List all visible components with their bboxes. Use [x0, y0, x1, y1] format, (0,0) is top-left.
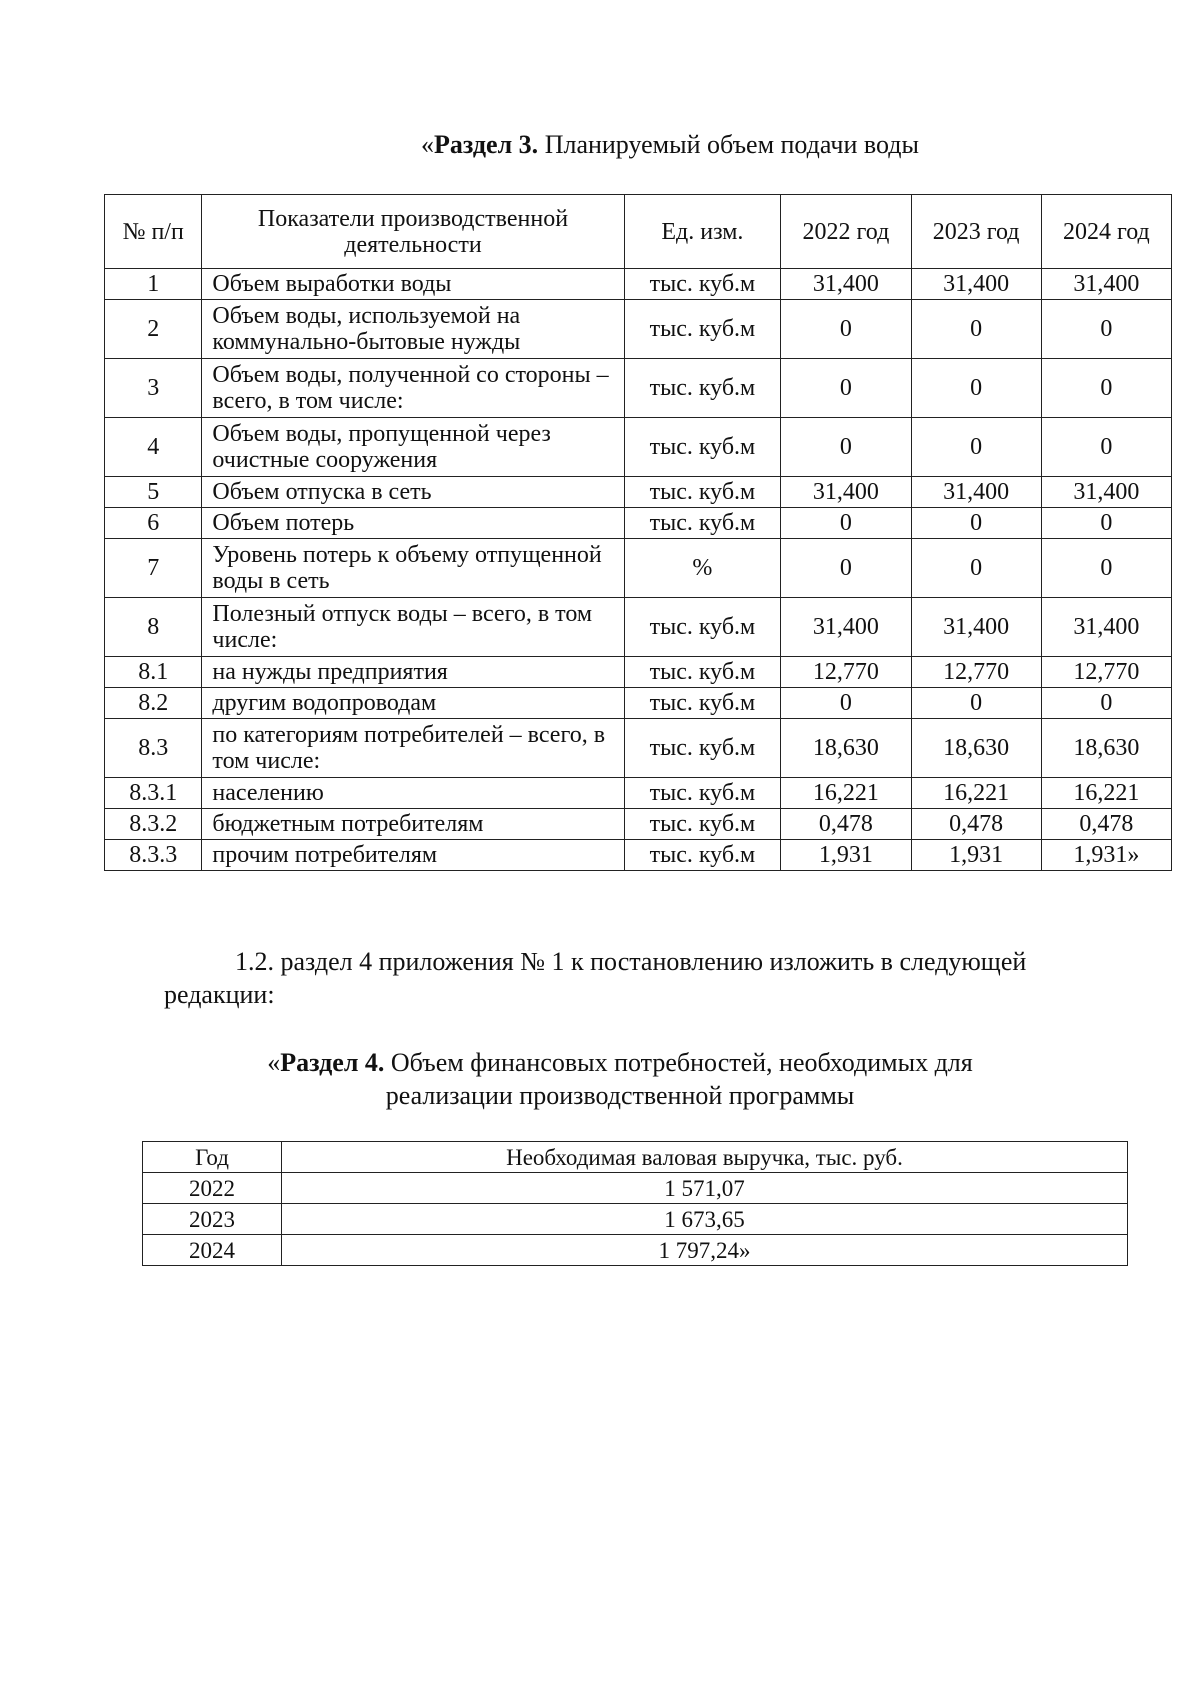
cell-2023: 0: [911, 508, 1041, 539]
cell-2023: 16,221: [911, 778, 1041, 809]
table-row: [105, 359, 1172, 418]
cell-num: 5: [105, 477, 202, 508]
cell-num: 6: [105, 508, 202, 539]
cell-num: 4: [105, 418, 202, 477]
cell-2022: 16,221: [781, 778, 911, 809]
cell-2022: 0: [781, 359, 911, 418]
cell-revenue: 1 571,07: [282, 1173, 1128, 1204]
cell-2024: 31,400: [1041, 269, 1171, 300]
cell-num: 8.2: [105, 688, 202, 719]
cell-2022: 12,770: [781, 657, 911, 688]
col-header-indicator: Показатели производственной деятельности: [202, 195, 624, 269]
cell-2022: 0: [781, 688, 911, 719]
cell-unit: тыс. куб.м: [624, 477, 781, 508]
cell-2023: 31,400: [911, 598, 1041, 657]
cell-unit: тыс. куб.м: [624, 657, 781, 688]
cell-2023: 0: [911, 539, 1041, 598]
cell-2022: 18,630: [781, 719, 911, 778]
cell-indicator: населению: [202, 778, 624, 809]
cell-2024: 0: [1041, 418, 1171, 477]
table-row: [105, 657, 1172, 688]
cell-2024: 0: [1041, 508, 1171, 539]
cell-unit: тыс. куб.м: [624, 719, 781, 778]
cell-indicator: Объем потерь: [202, 508, 624, 539]
cell-indicator: Объем воды, пропущенной через очистные сооружения: [202, 418, 624, 477]
cell-2022: 0: [781, 508, 911, 539]
cell-2023: 0: [911, 359, 1041, 418]
cell-unit: тыс. куб.м: [624, 840, 781, 871]
cell-unit: тыс. куб.м: [624, 809, 781, 840]
col-header-2022: 2022 год: [781, 195, 911, 269]
col-header-2024: 2024 год: [1041, 195, 1171, 269]
table-row: [105, 269, 1172, 300]
section-4-title-rest: Объем финансовых потребностей, необходимых для: [384, 1048, 973, 1077]
section-4-heading-line-2: реализации производственной программы: [385, 1081, 855, 1110]
cell-2022: 0: [781, 300, 911, 359]
cell-2024: 0: [1041, 539, 1171, 598]
cell-year: 2023: [143, 1204, 282, 1235]
cell-indicator: Объем выработки воды: [202, 269, 624, 300]
cell-num: 8.3.3: [105, 840, 202, 871]
cell-2023: 1,931: [911, 840, 1041, 871]
cell-2024: 12,770: [1041, 657, 1171, 688]
table-row: [105, 477, 1172, 508]
cell-2022: 31,400: [781, 269, 911, 300]
cell-2023: 0: [911, 688, 1041, 719]
cell-unit: тыс. куб.м: [624, 269, 781, 300]
financial-needs-table: [142, 1141, 1128, 1266]
cell-unit: тыс. куб.м: [624, 688, 781, 719]
table-row: [105, 778, 1172, 809]
cell-revenue: 1 673,65: [282, 1204, 1128, 1235]
cell-2024: 16,221: [1041, 778, 1171, 809]
cell-unit: тыс. куб.м: [624, 778, 781, 809]
cell-2022: 31,400: [781, 477, 911, 508]
col-header-year: Год: [143, 1142, 282, 1173]
cell-2022: 31,400: [781, 598, 911, 657]
cell-indicator: Объем воды, полученной со стороны – всего, в том числе:: [202, 359, 624, 418]
cell-2022: 0: [781, 418, 911, 477]
cell-2022: 0,478: [781, 809, 911, 840]
table-row: [105, 719, 1172, 778]
table-row: [143, 1235, 1128, 1266]
col-header-unit: Ед. изм.: [624, 195, 781, 269]
cell-2023: 0: [911, 418, 1041, 477]
cell-num: 1: [105, 269, 202, 300]
cell-2023: 12,770: [911, 657, 1041, 688]
table-row: [143, 1204, 1128, 1235]
paragraph-line-2: редакции:: [164, 980, 275, 1009]
section-3-heading: [0, 129, 1200, 161]
open-quote: «: [267, 1048, 281, 1077]
cell-indicator: на нужды предприятия: [202, 657, 624, 688]
table-row: [105, 508, 1172, 539]
cell-unit: тыс. куб.м: [624, 300, 781, 359]
cell-unit: тыс. куб.м: [624, 508, 781, 539]
cell-num: 3: [105, 359, 202, 418]
section-4-heading: [0, 1047, 1200, 1079]
cell-2023: 18,630: [911, 719, 1041, 778]
cell-unit: тыс. куб.м: [624, 359, 781, 418]
cell-unit: %: [624, 539, 781, 598]
cell-unit: тыс. куб.м: [624, 418, 781, 477]
cell-indicator: прочим потребителям: [202, 840, 624, 871]
col-header-revenue: Необходимая валовая выручка, тыс. руб.: [282, 1142, 1128, 1173]
cell-indicator: другим водопроводам: [202, 688, 624, 719]
cell-2024: 1,931»: [1041, 840, 1171, 871]
table-row: [105, 598, 1172, 657]
cell-num: 8.3.2: [105, 809, 202, 840]
cell-num: 8.3: [105, 719, 202, 778]
cell-indicator: Объем воды, используемой на коммунально-бытовые нужды: [202, 300, 624, 359]
table-header-row: [105, 195, 1172, 269]
table-row: [105, 418, 1172, 477]
cell-num: 8: [105, 598, 202, 657]
table-row: [105, 840, 1172, 871]
cell-2024: 0: [1041, 359, 1171, 418]
col-header-num: № п/п: [105, 195, 202, 269]
cell-num: 2: [105, 300, 202, 359]
table-row: [105, 300, 1172, 359]
col-header-2023: 2023 год: [911, 195, 1041, 269]
cell-2023: 31,400: [911, 269, 1041, 300]
table-row: [105, 688, 1172, 719]
section-3-title-bold: Раздел 3.: [434, 130, 539, 159]
water-supply-table: [104, 194, 1172, 871]
cell-2024: 0,478: [1041, 809, 1171, 840]
table-row: [105, 809, 1172, 840]
cell-2024: 0: [1041, 688, 1171, 719]
cell-indicator: Полезный отпуск воды – всего, в том числе:: [202, 598, 624, 657]
cell-2024: 18,630: [1041, 719, 1171, 778]
cell-2023: 31,400: [911, 477, 1041, 508]
table-header-row: [143, 1142, 1128, 1173]
cell-indicator: Объем отпуска в сеть: [202, 477, 624, 508]
cell-2024: 31,400: [1041, 598, 1171, 657]
cell-year: 2024: [143, 1235, 282, 1266]
cell-2023: 0: [911, 300, 1041, 359]
cell-indicator: Уровень потерь к объему отпущенной воды в сеть: [202, 539, 624, 598]
cell-unit: тыс. куб.м: [624, 598, 781, 657]
cell-year: 2022: [143, 1173, 282, 1204]
cell-num: 8.1: [105, 657, 202, 688]
table-row: [143, 1173, 1128, 1204]
table-row: [105, 539, 1172, 598]
cell-2024: 31,400: [1041, 477, 1171, 508]
cell-2022: 1,931: [781, 840, 911, 871]
cell-indicator: бюджетным потребителям: [202, 809, 624, 840]
paragraph-line-1: 1.2. раздел 4 приложения № 1 к постановлению изложить в следующей: [235, 947, 1027, 976]
section-3-title-rest: Планируемый объем подачи воды: [538, 130, 919, 159]
cell-num: 7: [105, 539, 202, 598]
section-4-title-bold: Раздел 4.: [280, 1048, 385, 1077]
cell-revenue: 1 797,24»: [282, 1235, 1128, 1266]
open-quote: «: [421, 130, 435, 159]
cell-2024: 0: [1041, 300, 1171, 359]
cell-num: 8.3.1: [105, 778, 202, 809]
cell-indicator: по категориям потребителей – всего, в том числе:: [202, 719, 624, 778]
cell-2023: 0,478: [911, 809, 1041, 840]
cell-2022: 0: [781, 539, 911, 598]
